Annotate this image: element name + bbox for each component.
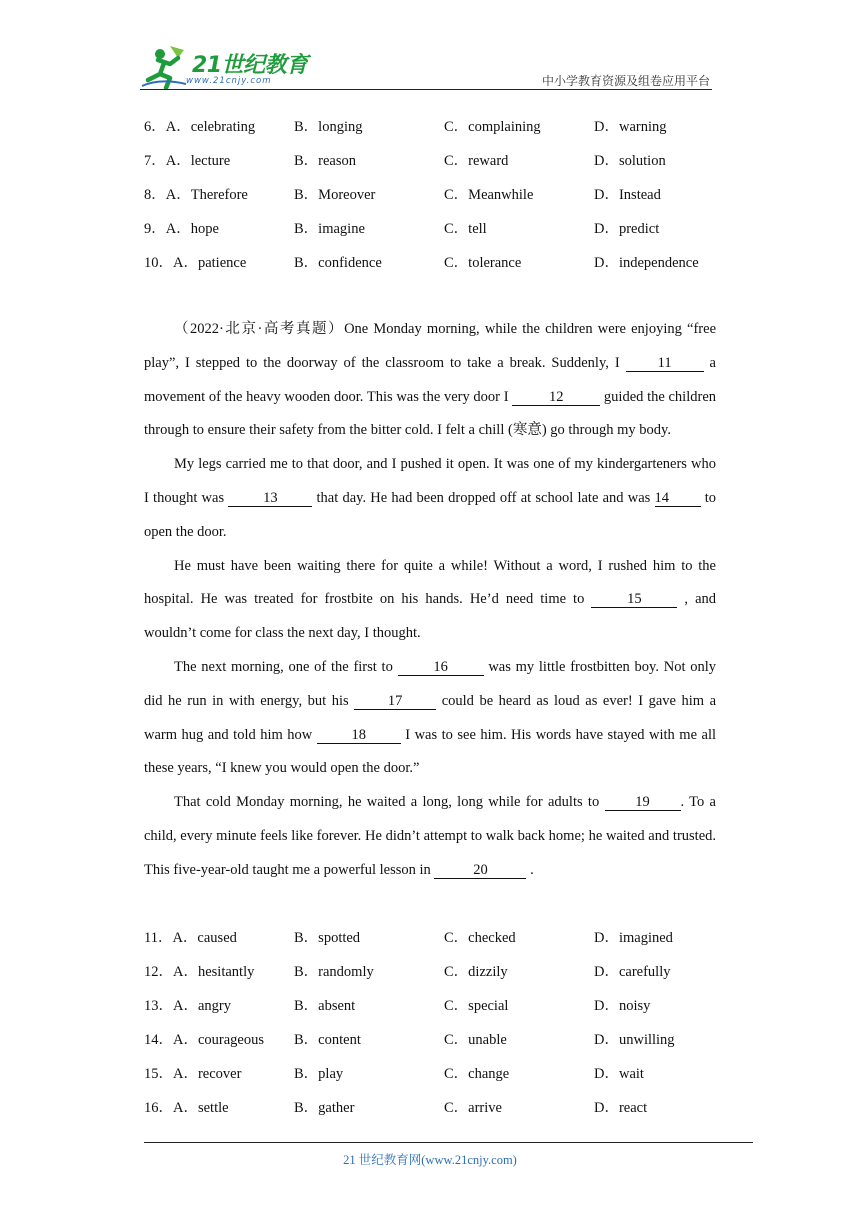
passage-text: . To a child, every minute feels like forever. He didn’t attempt to walk back home; he waited and trusted. This five-year-old taught me a powerful lesson in <box>144 794 716 878</box>
option-a: 13．A．angry <box>144 998 231 1014</box>
option-c: C．unable <box>444 1032 507 1048</box>
passage-text: could be heard as loud as ever! I gave him a warm hug and told him how <box>144 692 717 743</box>
option-row-15 <box>144 1063 744 1085</box>
blank-13: 13 <box>228 490 312 507</box>
option-row-11 <box>144 927 744 949</box>
logo-text: 21世纪教育 <box>192 53 308 78</box>
option-row-9 <box>144 218 744 240</box>
option-a: 6．A．celebrating <box>144 119 256 135</box>
option-d: D．independence <box>594 255 699 271</box>
blank-17: 17 <box>354 693 436 710</box>
paragraph-2 <box>144 448 716 549</box>
header-divider <box>140 89 712 90</box>
passage-text: guided the children through to ensure their safety from the bitter cold. I felt a chill (寒意) go through my body. <box>144 388 717 439</box>
platform-title: 中小学教育资源及组卷应用平台 <box>541 74 710 88</box>
paragraph-3 <box>144 550 716 651</box>
page-footer: 21 世纪教育网(www.21cnjy.com) <box>343 1153 517 1167</box>
blank-14: 14 <box>655 490 701 507</box>
option-d: D．carefully <box>594 964 671 980</box>
option-a: 14．A．courageous <box>144 1032 265 1048</box>
option-row-13 <box>144 995 744 1017</box>
option-row-7 <box>144 150 744 172</box>
option-row-12 <box>144 961 744 983</box>
blank-16: 16 <box>398 659 484 676</box>
option-a: 16．A．settle <box>144 1100 229 1116</box>
option-b: B．gather <box>294 1100 355 1116</box>
option-c: C．special <box>444 998 509 1014</box>
page-header <box>0 0 860 95</box>
option-a: 15．A．recover <box>144 1066 242 1082</box>
logo-url: www.21cnjy.com <box>186 76 272 86</box>
option-c: C．change <box>444 1066 510 1082</box>
cloze-passage <box>144 313 716 888</box>
option-d: D．react <box>594 1100 648 1116</box>
option-b: B．Moreover <box>294 187 376 203</box>
option-b: B．longing <box>294 119 363 135</box>
passage-text: I was to see him. His words have stayed with me all these years, “I knew you would open the door.” <box>144 726 716 777</box>
option-d: D．noisy <box>594 998 651 1014</box>
option-d: D．predict <box>594 221 660 237</box>
passage-text: to open the door. <box>144 489 716 540</box>
option-c: C．reward <box>444 153 509 169</box>
option-c: C．Meanwhile <box>444 187 534 203</box>
option-a: 12．A．hesitantly <box>144 964 255 980</box>
option-row-6 <box>144 116 744 138</box>
option-d: D．Instead <box>594 187 661 203</box>
option-row-8 <box>144 184 744 206</box>
option-c: C．tell <box>444 221 487 237</box>
option-d: D．solution <box>594 153 666 169</box>
option-b: B．content <box>294 1032 361 1048</box>
option-a: 7．A．lecture <box>144 153 231 169</box>
option-a: 9．A．hope <box>144 221 219 237</box>
option-c: C．tolerance <box>444 255 522 271</box>
option-c: C．complaining <box>444 119 541 135</box>
option-d: D．unwilling <box>594 1032 675 1048</box>
option-b: B．play <box>294 1066 344 1082</box>
passage-text: that day. He had been dropped off at school late and was <box>312 489 655 506</box>
option-b: B．imagine <box>294 221 365 237</box>
blank-19: 19 <box>605 794 681 811</box>
blank-11: 11 <box>626 355 704 372</box>
passage-text: , and wouldn’t come for class the next day, I thought. <box>144 591 717 642</box>
option-a: 10．A．patience <box>144 255 247 271</box>
option-a: 8．A．Therefore <box>144 187 248 203</box>
option-c: C．checked <box>444 930 516 946</box>
runner-logo-icon <box>140 44 190 90</box>
blank-20: 20 <box>434 862 526 879</box>
blank-12: 12 <box>512 389 600 406</box>
option-d: D．wait <box>594 1066 644 1082</box>
option-row-14 <box>144 1029 744 1051</box>
option-b: B．randomly <box>294 964 374 980</box>
footer-divider <box>144 1142 753 1143</box>
option-d: D．imagined <box>594 930 673 946</box>
option-c: C．dizzily <box>444 964 508 980</box>
passage-text: That cold Monday morning, he waited a long, long while for adults to <box>174 794 605 811</box>
option-b: B．confidence <box>294 255 382 271</box>
option-a: 11．A．caused <box>144 930 237 946</box>
paragraph-1 <box>144 313 716 448</box>
logo <box>140 44 310 90</box>
option-row-16 <box>144 1097 744 1119</box>
option-b: B．spotted <box>294 930 361 946</box>
blank-18: 18 <box>317 727 401 744</box>
passage-text: was my little frostbitten boy. Not only did he run in with energy, but his <box>144 658 716 709</box>
blank-15: 15 <box>591 591 677 608</box>
option-b: B．reason <box>294 153 357 169</box>
option-b: B．absent <box>294 998 356 1014</box>
passage-text: He must have been waiting there for quite a while! Without a word, I rushed him to the hospital. He was treated for frostbite on his hands. He’d need time to <box>144 557 716 608</box>
option-row-10 <box>144 252 744 274</box>
option-c: C．arrive <box>444 1100 502 1116</box>
passage-text: My legs carried me to that door, and I pushed it open. It was one of my kindergarteners who I thought was <box>144 456 716 506</box>
passage-text: . <box>526 861 534 878</box>
paragraph-5 <box>144 786 716 887</box>
option-d: D．warning <box>594 119 667 135</box>
passage-text: a movement of the heavy wooden door. This was the very door I <box>144 354 716 405</box>
paragraph-4 <box>144 651 716 786</box>
passage-text: The next morning, one of the first to <box>174 658 398 675</box>
passage-text: （2022·北京·高考真题）One Monday morning, while the children were enjoying “free play”, I stepped to the doorway of the classroom to take a break. Suddenly, I <box>144 321 716 371</box>
